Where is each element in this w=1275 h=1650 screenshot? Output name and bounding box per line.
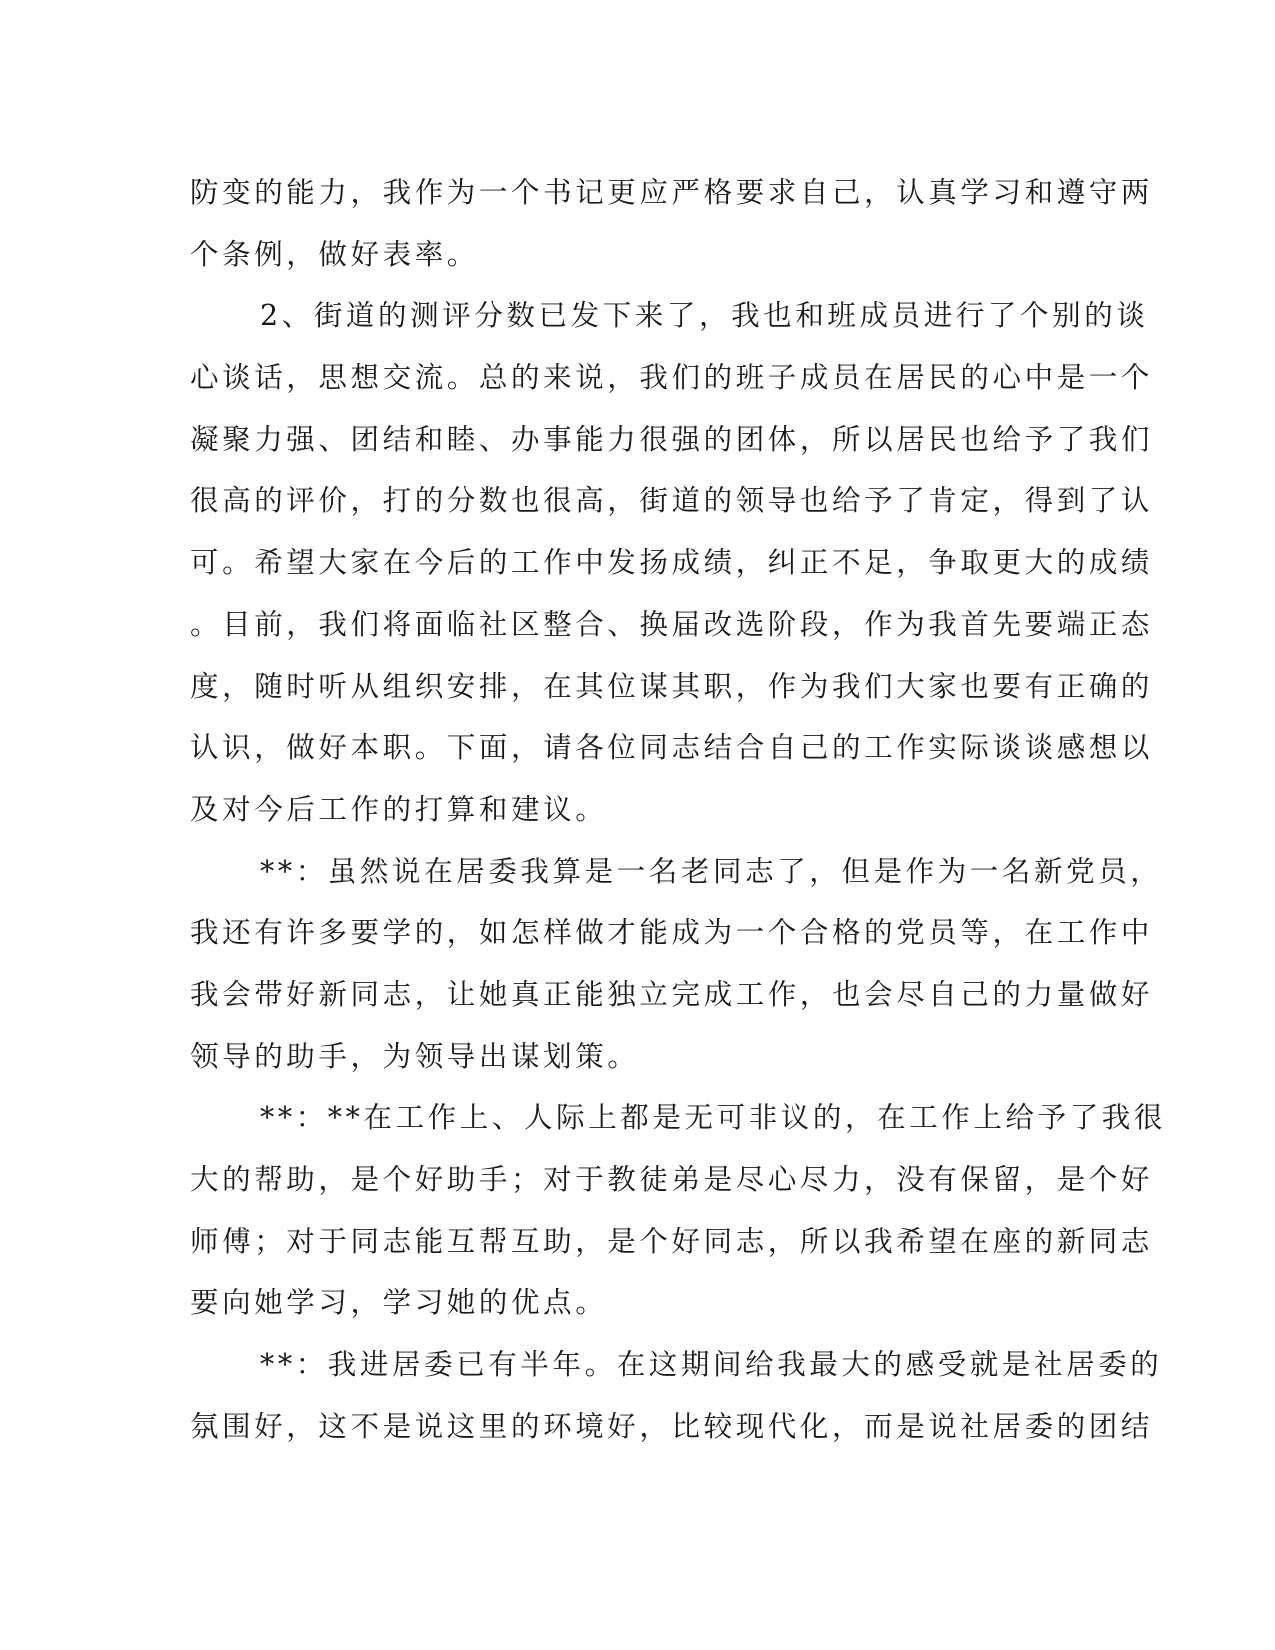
text-line: 我还有许多要学的，如怎样做才能成为一个合格的党员等，在工作中 [190,916,1154,950]
text-line: 很高的评价，打的分数也很高，街道的领导也给予了肯定，得到了认 [190,484,1154,518]
text-line: 及对今后工作的打算和建议。 [190,792,608,826]
text-line: 师傅；对于同志能互帮互助，是个好同志，所以我希望在座的新同志 [190,1224,1154,1258]
text-line: 凝聚力强、团结和睦、办事能力很强的团体，所以居民也给予了我们 [190,422,1154,456]
text-line: 要向她学习，学习她的优点。 [190,1286,608,1320]
text-line: 领导的助手，为领导出谋划策。 [190,1039,640,1073]
text-line: 可。希望大家在今后的工作中发扬成绩，纠正不足，争取更大的成绩 [190,546,1154,580]
text-line: 氛围好，这不是说这里的环境好，比较现代化，而是说社居委的团结 [190,1409,1154,1443]
text-line: 认识，做好本职。下面，请各位同志结合自己的工作实际谈谈感想以 [190,731,1154,765]
document-body [190,162,1167,1457]
paragraph-start-line: **：虽然说在居委我算是一名老同志了，但是作为一名新党员， [260,854,1163,888]
text-line: 度，随时听从组织安排，在其位谋其职，作为我们大家也要有正确的 [190,669,1154,703]
text-line: 防变的能力，我作为一个书记更应严格要求自己，认真学习和遵守两 [190,176,1154,209]
paragraph-start-line: **：我进居委已有半年。在这期间给我最大的感受就是社居委的 [260,1348,1163,1382]
text-line: 个条例，做好表率。 [190,237,479,271]
paragraph-start-line: **：**在工作上、人际上都是无可非议的，在工作上给予了我很 [260,1101,1167,1135]
text-line: 我会带好新同志，让她真正能独立完成工作，也会尽自己的力量做好 [190,977,1154,1011]
text-line: 。目前，我们将面临社区整合、换届改选阶段，作为我首先要端正态 [190,607,1154,641]
paragraph-start-line: 2、街道的测评分数已发下来了，我也和班成员进行了个别的谈 [260,299,1149,333]
text-line: 大的帮助，是个好助手；对于教徒弟是尽心尽力，没有保留，是个好 [190,1163,1154,1196]
text-line: 心谈话，思想交流。总的来说，我们的班子成员在居民的心中是一个 [190,361,1154,395]
